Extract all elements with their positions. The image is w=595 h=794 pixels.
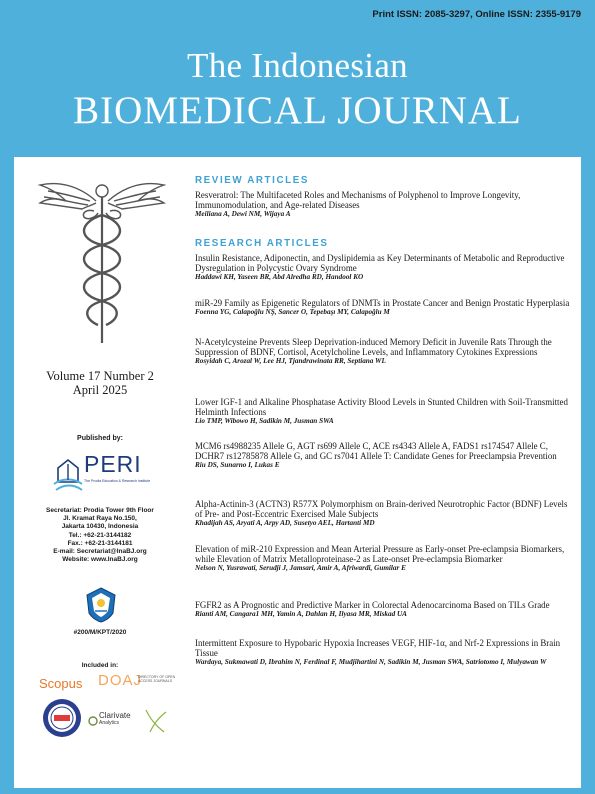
address-line: E-mail: Secretariat@InaBJ.org [53,548,147,556]
review-articles-heading: REVIEW ARTICLES [195,175,309,186]
article-authors: Foenna YG, Calapoğlu NŞ, Sancer O, Tepebaşı MY, Calapoğlu M [195,308,390,316]
clarivate-name: Clarivate [99,711,131,720]
included-in-label: Included in: [81,662,119,669]
scopus-logo: Scopus [39,676,83,691]
article-authors: Rosyidah C, Arozal W, Lee HJ, Tjandrawinata RR, Septiana WL [195,357,386,365]
article-authors: Wardaya, Sukmawati D, Ibrahim N, Ferdinal F, Mudjihartini N, Sadikin M, Jusman SWA, Satriotomo I, Mulyawan W [195,658,547,666]
peri-subtitle: The Prodia Education & Research Institute [84,479,151,483]
content-panel [14,157,581,788]
caduceus-logo-icon [38,167,166,347]
article-title: Intermittent Exposure to Hypobaric Hypoxia Increases VEGF, HIF-1α, and Nrf-2 Expressions in Brain Tissue [195,638,561,658]
article-authors: Lio TMP, Wibowo H, Sadikin M, Jusman SWA [195,417,334,425]
journal-title-line1: The Indonesian [187,46,408,85]
article-authors: Khadijah AS, Aryati A, Arpy AD, Susetyo AEL, Hartanti MD [195,519,375,527]
article-title: Resveratrol: The Multifaceted Roles and Mechanisms of Polyphenol to Improve Longevity, Immunomodulation, and Age-related Diseases [195,190,521,210]
journal-title-line2: BIOMEDICAL JOURNAL [73,89,522,132]
article-title: N-Acetylcysteine Prevents Sleep Deprivation-induced Memory Deficit in Juvenile Rats Through the Suppression of BDNF, Cortisol, Acetylcholine Levels, and Inflammatory Cytokines Expressions [195,337,552,357]
doaj-logo: DOAJ [98,672,143,689]
volume-number: Volume 17 Number 2 [46,369,154,383]
article-entry[interactable] [195,441,577,470]
article-authors: Haddawi KH, Yaseen BR, Abd Alredha RD, Handool KO [195,273,364,281]
issue-volume [14,369,186,397]
research-articles-heading: RESEARCH ARTICLES [195,238,329,249]
address-line: Jakarta 10430, Indonesia [61,523,139,531]
article-title: Alpha-Actinin-3 (ACTN3) R577X Polymorphism on Brain-derived Neurotrophic Factor (BDNF) Levels of Pre- and Post-Eccentric Exercised Male Subjects [195,499,568,519]
article-title: Elevation of miR-210 Expression and Mean Arterial Pressure as Early-onset Pre-eclampsia Biomarkers, while Elevation of Matrix Metalloproteinase-2 as Late-onset Pre-eclampsia Biomarker [195,544,565,564]
article-title: miR-29 Family as Epigenetic Regulators of DNMTs in Prostate Cancer and Benign Prostatic Hyperplasia [195,298,570,308]
article-authors: Nelson N, Yusrawati, Serudji J, Jamsari, Amir A, Afriwardi, Gumilar E [195,564,406,572]
article-title: MCM6 rs4988235 Allele G, AGT rs699 Allele C, ACE rs4343 Allele A, FADS1 rs174547 Allele C, DCHR7 rs12785878 Allele G, and GC rs7041 Allele T: Candidate Genes for Preeclampsia Prevention [195,441,557,461]
article-authors: Riu DS, Sunarno I, Lukas E [195,461,280,469]
sidebar [14,157,186,788]
article-entry[interactable] [195,397,577,426]
secretariat-address [14,507,186,564]
sinta-seal-icon [42,698,82,738]
article-authors: Meiliana A, Dewi NM, Wijaya A [195,210,291,218]
article-entry[interactable] [195,190,577,219]
issue-date: April 2025 [72,383,128,397]
article-entry[interactable] [195,638,577,667]
peri-name: PERI [84,451,142,477]
address-line: Fax.: +62-21-3144181 [67,539,133,547]
published-by-label: Published by: [77,435,123,442]
clarivate-subtitle: Analytics [99,720,120,726]
article-entry[interactable] [195,544,577,573]
cover-header [0,0,595,153]
article-entry[interactable] [195,337,577,366]
tut-wuri-handayani-icon [86,587,116,623]
article-entry[interactable] [195,600,577,619]
article-title: Insulin Resistance, Adiponectin, and Dyslipidemia as Key Determinants of Metabolic and Reproductive Dysregulation in Polycystic Ovary Syndrome [195,253,565,273]
article-title: FGFR2 as A Prognostic and Predictive Marker in Colorectal Adenocarcinoma Based on TILs Grade [195,600,550,610]
address-line: Tel.: +62-21-3144182 [68,531,132,539]
article-title: Lower IGF-1 and Alkaline Phosphatase Activity Blood Levels in Stunted Children with Soil-Transmitted Helminth Infections [195,397,568,417]
article-entry[interactable] [195,499,577,528]
article-entry[interactable] [195,253,577,282]
article-authors: Rianti AM, Cangara1 MH, Yamin A, Dahlan H, Ilyasa MR, Miskad UA [195,610,407,618]
address-line: Jl. Kramat Raya No.150, [63,515,137,523]
accreditation-number: #200/M/KPT/2020 [73,629,127,636]
article-entry[interactable] [195,298,577,317]
address-line: Website: www.InaBJ.org [62,556,138,564]
issn-line: Print ISSN: 2085-3297, Online ISSN: 2355-9179 [372,9,581,20]
address-line: Secretariat: Prodia Tower 9th Floor [46,507,154,514]
doaj-subtitle: DIRECTORY OF OPEN ACCESS JOURNALS [138,675,176,684]
